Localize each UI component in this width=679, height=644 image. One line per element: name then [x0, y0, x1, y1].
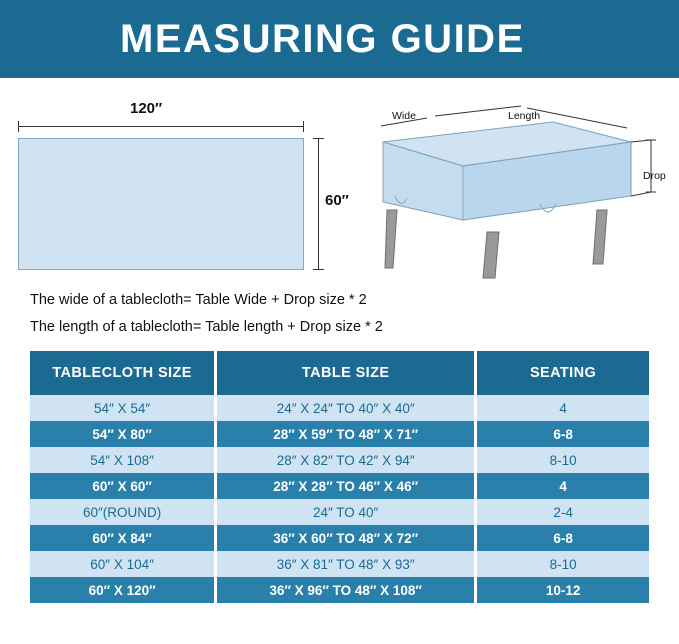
cell-seating: 6-8 — [476, 525, 649, 551]
table-drop-label: Drop — [643, 170, 666, 182]
cell-table-size: 36″ X 96″ TO 48″ X 108″ — [216, 577, 476, 603]
cell-tablecloth-size: 60″ X 120″ — [30, 577, 216, 603]
diagram-area — [0, 88, 679, 284]
table-row — [30, 447, 649, 473]
table-row — [30, 395, 649, 421]
formula-width: The wide of a tablecloth= Table Wide + Drop size * 2 — [30, 292, 367, 308]
draped-table-diagram — [335, 92, 665, 282]
width-dimension-label: 120″ — [130, 100, 163, 117]
height-dimension-line — [318, 138, 319, 270]
table-illustration-svg — [335, 92, 665, 282]
tablecloth-rectangle — [18, 138, 304, 270]
page-title: MEASURING GUIDE — [120, 17, 525, 61]
cell-table-size: 28″ X 82″ TO 42″ X 94″ — [216, 447, 476, 473]
table-wide-label: Wide — [392, 110, 416, 122]
column-header-table-size: TABLE SIZE — [216, 351, 476, 395]
cell-tablecloth-size: 54″ X 80″ — [30, 421, 216, 447]
cell-table-size: 36″ X 60″ TO 48″ X 72″ — [216, 525, 476, 551]
cell-seating: 4 — [476, 473, 649, 499]
cell-tablecloth-size: 60″ X 84″ — [30, 525, 216, 551]
table-row — [30, 525, 649, 551]
size-chart-table — [30, 351, 649, 603]
cell-table-size: 28″ X 59″ TO 48″ X 71″ — [216, 421, 476, 447]
height-dimension-label: 60″ — [325, 192, 349, 209]
formula-list — [30, 292, 679, 335]
cell-table-size: 36″ X 81″ TO 48″ X 93″ — [216, 551, 476, 577]
cell-tablecloth-size: 54″ X 54″ — [30, 395, 216, 421]
column-header-seating: SEATING — [476, 351, 649, 395]
table-row — [30, 577, 649, 603]
cell-tablecloth-size: 60″(ROUND) — [30, 499, 216, 525]
flat-tablecloth-diagram — [18, 100, 349, 275]
cell-tablecloth-size: 60″ X 104″ — [30, 551, 216, 577]
table-length-label: Length — [508, 110, 541, 122]
cell-seating: 2-4 — [476, 499, 649, 525]
cell-seating: 8-10 — [476, 551, 649, 577]
width-dimension-line — [18, 126, 304, 127]
column-header-tablecloth-size: TABLECLOTH SIZE — [30, 351, 216, 395]
table-row — [30, 551, 649, 577]
cell-seating: 8-10 — [476, 447, 649, 473]
formula-length: The length of a tablecloth= Table length + Drop size * 2 — [30, 319, 383, 335]
table-row — [30, 421, 649, 447]
cell-seating: 4 — [476, 395, 649, 421]
table-header-row — [30, 351, 649, 395]
cell-tablecloth-size: 54″ X 108″ — [30, 447, 216, 473]
cell-tablecloth-size: 60″ X 60″ — [30, 473, 216, 499]
table-row — [30, 499, 649, 525]
cell-table-size: 28″ X 28″ TO 46″ X 46″ — [216, 473, 476, 499]
cell-table-size: 24″ X 24″ TO 40″ X 40″ — [216, 395, 476, 421]
table-row — [30, 473, 649, 499]
cell-table-size: 24″ TO 40″ — [216, 499, 476, 525]
cell-seating: 6-8 — [476, 421, 649, 447]
page-header — [0, 0, 679, 78]
cell-seating: 10-12 — [476, 577, 649, 603]
